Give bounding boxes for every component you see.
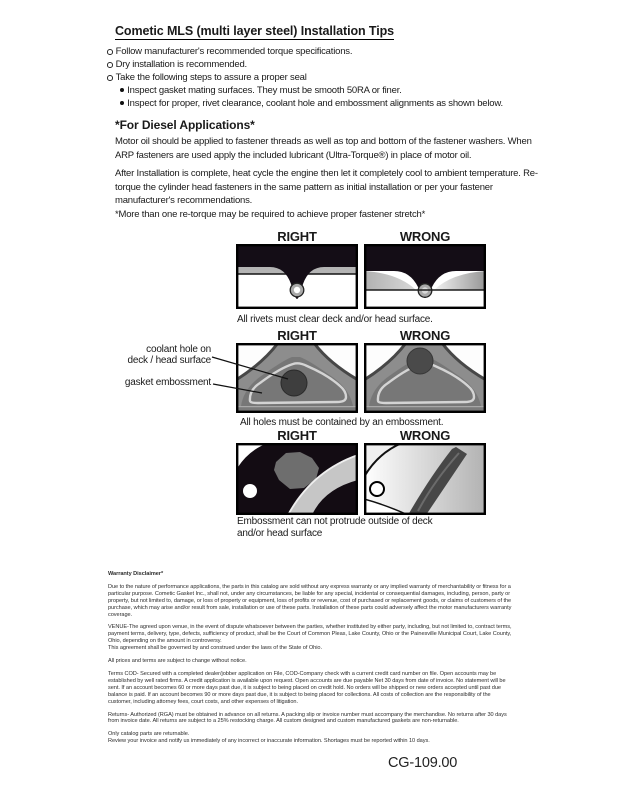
legal-paragraph: VENUE-The agreed upon venue, in the event of dispute whatsoever between the parties, whether instituted by either party, including, but not limited to, contract terms, payment terms, delivery, type, defects, sufficiency of product, shall be the Court of Common Pleas, Lake County, Ohio or the Painesville Municipal Court, Lake County, Ohio, depending on the amount in controversy. [108,624,512,645]
fig1-right-label: RIGHT [277,229,317,244]
coolant-hole-annotation [100,345,211,366]
list-item-text: Inspect gasket mating surfaces. They must be smooth 50RA or finer. [127,85,402,96]
fig2-right-diagram [236,343,358,413]
legal-paragraph: Terms COD- Secured with a completed dealer/jobber application on File, COD-Company check with a current credit card number on file. Open accounts may be established by well rated firms. A credit application is available upon request. Open accounts are due payable Net 30 days from date of invoice. No statement will be sent. If an account becomes 60 or more days past due, it is subject to being placed on credit hold. No orders will be shipped or new orders accepted until past due balance is paid. If an account becomes 90 or more days past due, it is subject to being placed for collections. All costs of collection are the responsibility of the customer, including attorney fees, court costs, and other expenses of litigation. [108,670,506,705]
bullet-icon [107,49,113,55]
fig1-right-diagram [236,244,358,309]
embossment-wrong-icon [364,443,486,515]
legal-paragraph: Only catalog parts are returnable. [108,731,190,738]
fig1-caption: All rivets must clear deck and/or head surface. [237,314,433,325]
legal-paragraph: Returns- Authorized (RGA) must be obtained in advance on all returns. A packing slip or invoice number must accompany the merchandise. No returns after 30 days from invoice date. All returns are subject to a 25% restocking charge. All custom designed and custom manufactured gaskets are non-returnable. [108,711,507,725]
fig3-wrong-label: WRONG [399,428,451,443]
rivet-clearance-right-icon [236,244,358,309]
legal-paragraph: All prices and terms are subject to change without notice. [108,658,247,665]
bullet-icon [107,75,113,81]
list-item [107,71,537,84]
list-item [107,58,537,71]
bullet-icon [120,101,124,105]
fig2-wrong-diagram [364,343,486,413]
installation-tips-list [107,45,537,110]
list-item [120,84,537,97]
retorque-note: *More than one re-torque may be required to achieve proper fastener stretch* [115,209,426,220]
fig1-wrong-diagram [364,244,486,309]
warranty-disclaimer-section [108,571,513,745]
warranty-disclaimer-heading: Warranty Disclaimer* [108,571,164,577]
fig2-caption: All holes must be contained by an embossment. [240,417,444,428]
fig3-right-label: RIGHT [277,428,317,443]
coolant-hole-wrong-icon [364,343,486,413]
coolant-hole-right-icon [236,343,358,413]
list-item-text: Inspect for proper, rivet clearance, coolant hole and embossment alignments as shown below. [127,98,503,109]
diesel-paragraph-2: After Installation is complete, heat cycle the engine then let it completely cool to ambient temperature. Re-torque the cylinder head fasteners in the same pattern as initial installation or per your fastener manufacturer's recommendations. [115,168,538,206]
fig3-caption-line2: and/or head surface [237,527,323,539]
annotation-text: coolant hole on [146,344,211,355]
fig3-wrong-diagram [364,443,486,515]
diesel-paragraph-1: Motor oil should be applied to fastener threads as well as top and bottom of the fastener washers. When ARP fasteners are used apply the included lubricant (Ultra-Torque®) in place of motor oil. [115,136,532,161]
fig1-wrong-label: WRONG [399,229,451,244]
page-code: CG-109.00 [388,755,458,771]
list-item [107,45,537,58]
diesel-section-heading: *For Diesel Applications* [115,118,255,132]
bullet-icon [107,62,113,68]
annotation-text: deck / head surface [127,354,211,366]
annotation-text: gasket embossment [124,377,211,388]
page-title: Cometic MLS (multi layer steel) Installation Tips [115,24,394,38]
rivet-clearance-wrong-icon [364,244,486,309]
list-item [120,97,537,110]
list-item-text: Take the following steps to assure a proper seal [115,72,307,83]
gasket-embossment-annotation [100,378,211,389]
fig3-caption-line1: Embossment can not protrude outside of deck [237,516,433,527]
legal-paragraph: Review your invoice and notify us immediately of any incorrect or inaccurate information. Shortages must be reported within 10 days. [108,738,430,745]
list-item-text: Dry installation is recommended. [115,59,247,70]
legal-paragraph: Due to the nature of performance applications, the parts in this catalog are sold without any express warranty or any implied warranty of merchantability or fitness for a particular purpose. Cometic Gasket Inc., shall not, under any circumstances, be liable for any special, incidental or consequential damages, including, person, party or property, but not limited to, damage, or loss of property or equipment, loss of profits or revenue, cost of purchased or replacement goods, or claims of customers of the purchase, which may arise and/or result from sale, installation or use of these parts. Installation of these parts could adversely affect the motor manufacturers warranty coverage. [108,583,512,618]
embossment-right-icon [236,443,358,515]
list-item-text: Follow manufacturer's recommended torque specifications. [115,46,353,57]
fig2-right-label: RIGHT [277,328,317,343]
fig3-caption [237,516,477,539]
fig2-wrong-label: WRONG [399,328,451,343]
bullet-icon [120,88,124,92]
fig3-right-diagram [236,443,358,515]
legal-paragraph: This agreement shall be governed by and construed under the laws of the State of Ohio. [108,645,322,652]
